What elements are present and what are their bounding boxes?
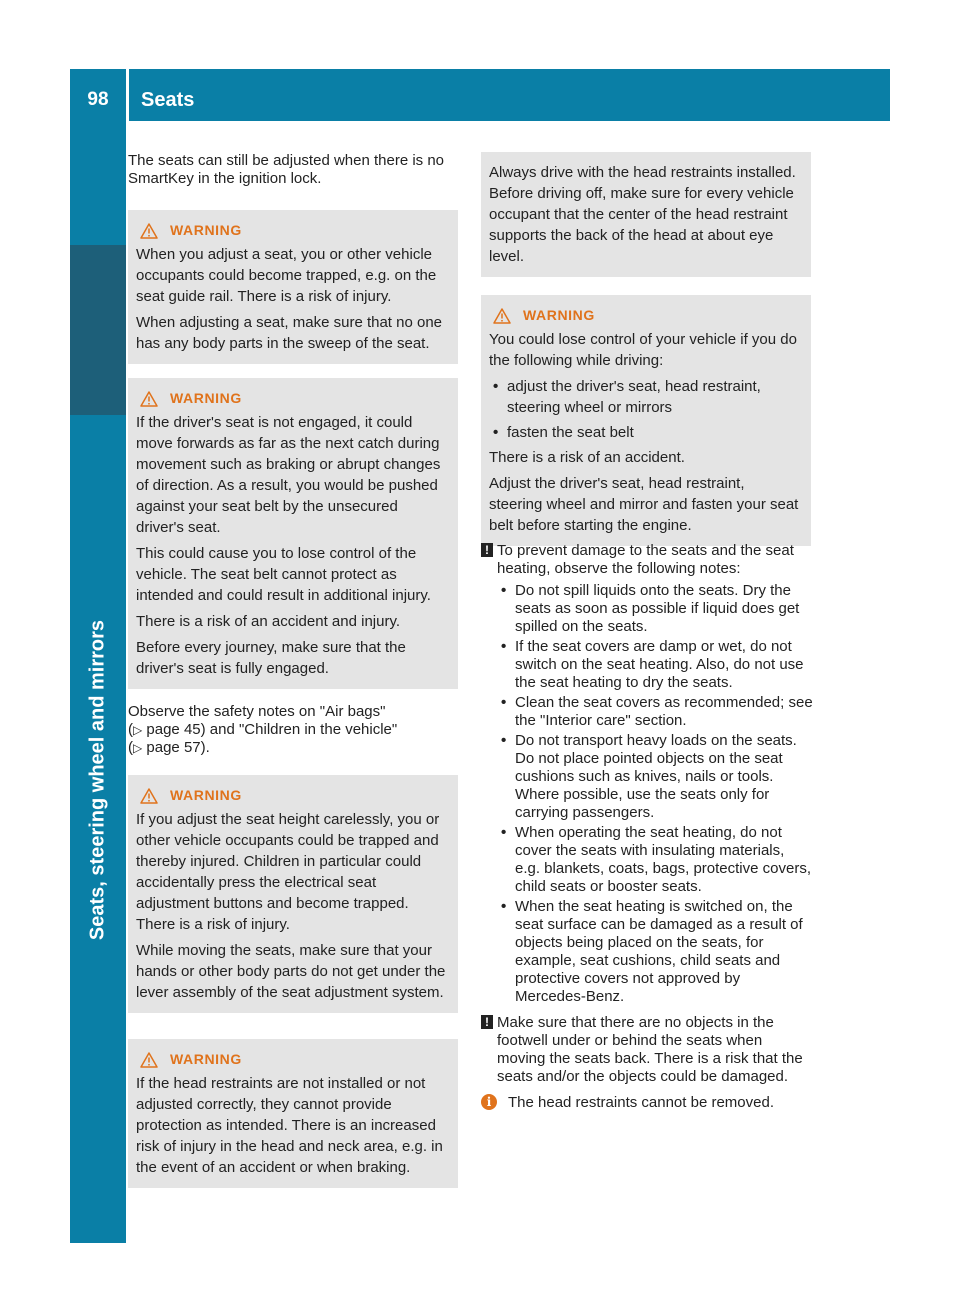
right-column-notes	[481, 542, 813, 1112]
right-column	[481, 152, 811, 560]
list-item: • Clean the seat covers as recommended; see the "Interior care" section.	[497, 694, 813, 730]
warning-heading	[136, 388, 448, 409]
box-text: Always drive with the head restraints installed. Before driving off, make sure for every vehicle occupant that the center of the head restraint supports the back of the head at about eye level.	[489, 164, 796, 265]
intro-paragraph: The seats can still be adjusted when there is no SmartKey in the ignition lock.	[128, 152, 445, 187]
warning-triangle-icon	[140, 223, 158, 239]
warning-text: While moving the seats, make sure that your hands or other body parts do not get under the lever assembly of the seat adjustment system.	[136, 942, 446, 1001]
warning-title: WARNING	[170, 222, 242, 238]
warning-heading	[136, 785, 448, 806]
info-icon: i	[481, 1094, 497, 1110]
page-reference-link[interactable]: page 57).	[146, 739, 210, 756]
exclamation-icon: !	[481, 1015, 493, 1029]
warning-text: You could lose control of your vehicle if you do the following while driving:	[489, 331, 797, 369]
damage-note	[481, 542, 813, 1006]
side-tab-label: Seats, steering wheel and mirrors	[86, 619, 109, 941]
note-text: To prevent damage to the seats and the seat heating, observe the following notes:	[497, 542, 794, 577]
warning-title: WARNING	[170, 787, 242, 803]
warning-bullet-list	[489, 376, 801, 443]
warning-triangle-icon	[140, 788, 158, 804]
info-text: The head restraints cannot be removed.	[508, 1094, 774, 1111]
warning-heading	[489, 305, 801, 326]
left-column	[128, 152, 458, 1202]
warning-text: When adjusting a seat, make sure that no one has any body parts in the sweep of the seat.	[136, 314, 443, 352]
warning-box-4	[128, 1039, 458, 1188]
list-item: • When operating the seat heating, do not cover the seats with insulating materials, e.g. blankets, coats, bags, protective covers, child seats or booster seats.	[497, 824, 813, 896]
list-item: • Do not spill liquids onto the seats. Dry the seats as soon as possible if liquid does get spilled on the seats.	[497, 582, 813, 636]
list-item: • fasten the seat belt	[489, 422, 801, 443]
warning-text: Adjust the driver's seat, head restraint, steering wheel and mirror and fasten your seat belt before starting the engine.	[489, 475, 799, 534]
warning-box-3	[128, 775, 458, 1013]
warning-text: Before every journey, make sure that the driver's seat is fully engaged.	[136, 639, 406, 677]
warning-heading	[136, 220, 448, 241]
note-bullet-list	[497, 582, 813, 1006]
warning-box-5	[481, 295, 811, 546]
warning-box-1	[128, 210, 458, 364]
page-title: Seats	[141, 89, 195, 111]
warning-text: This could cause you to lose control of the vehicle. The seat belt cannot protect as intended and could result in additional injury.	[136, 545, 431, 604]
warning-triangle-icon	[140, 391, 158, 407]
page-reference-arrow-icon: ▷	[133, 741, 143, 755]
head-restraint-box	[481, 152, 811, 277]
info-note	[481, 1094, 813, 1112]
page-reference-arrow-icon: ▷	[133, 723, 143, 737]
list-item: • Do not transport heavy loads on the seats. Do not place pointed objects on the seat cushions such as knives, nails or tools. Where possible, use the seats only for carrying passengers.	[497, 732, 813, 822]
safety-reference-text: Observe the safety notes on "Air bags"	[128, 703, 386, 720]
list-item: • When the seat heating is switched on, the seat surface can be damaged as a result of objects being placed on the seats, for example, seat cushions, child seats and protective covers not approved by Mercedes-Benz.	[497, 898, 813, 1006]
note-text: Make sure that there are no objects in the footwell under or behind the seats when moving the seats back. There is a risk that the seats and/or the objects could be damaged.	[497, 1014, 803, 1085]
warning-text: There is a risk of an accident.	[489, 449, 685, 466]
page-reference-link[interactable]: page 45) and "Children in the vehicle"	[146, 721, 398, 738]
warning-title: WARNING	[170, 1051, 242, 1067]
warning-title: WARNING	[170, 390, 242, 406]
list-item: • adjust the driver's seat, head restraint, steering wheel or mirrors	[489, 376, 801, 418]
list-item: • If the seat covers are damp or wet, do not switch on the seat heating. Also, do not use the seat heating to dry the seats.	[497, 638, 813, 692]
safety-reference: Observe the safety notes on "Air bags" (▷ page 45) and "Children in the vehicle" (▷ page 57).	[128, 703, 398, 756]
page-number: 98	[87, 89, 109, 110]
warning-text: When you adjust a seat, you or other vehicle occupants could become trapped, e.g. on the seat guide rail. There is a risk of injury.	[136, 246, 437, 305]
exclamation-icon: !	[481, 543, 493, 557]
warning-text: There is a risk of an accident and injury.	[136, 613, 401, 630]
warning-box-2	[128, 378, 458, 689]
warning-heading	[136, 1049, 448, 1070]
warning-text: If you adjust the seat height carelessly, you or other vehicle occupants could be trapped and thereby injured. Children in particular could accidentally press the electrical seat adjustment buttons and become trapped. There is a risk of injury.	[136, 811, 440, 933]
warning-triangle-icon	[140, 1052, 158, 1068]
header-divider	[126, 69, 129, 121]
warning-text: If the head restraints are not installed or not adjusted correctly, they cannot provide protection as intended. There is an increased risk of injury in the head and neck area, e.g. in the event of an accident or when braking.	[136, 1075, 443, 1176]
footwell-note	[481, 1014, 813, 1086]
warning-triangle-icon	[493, 308, 511, 324]
warning-text: If the driver's seat is not engaged, it could move forwards as far as the next catch during movement such as braking or abrupt changes of direction. As a result, you would be pushed against your seat belt by the unsecured driver's seat.	[136, 414, 441, 536]
side-tab-marker	[70, 245, 126, 415]
warning-title: WARNING	[523, 307, 595, 323]
